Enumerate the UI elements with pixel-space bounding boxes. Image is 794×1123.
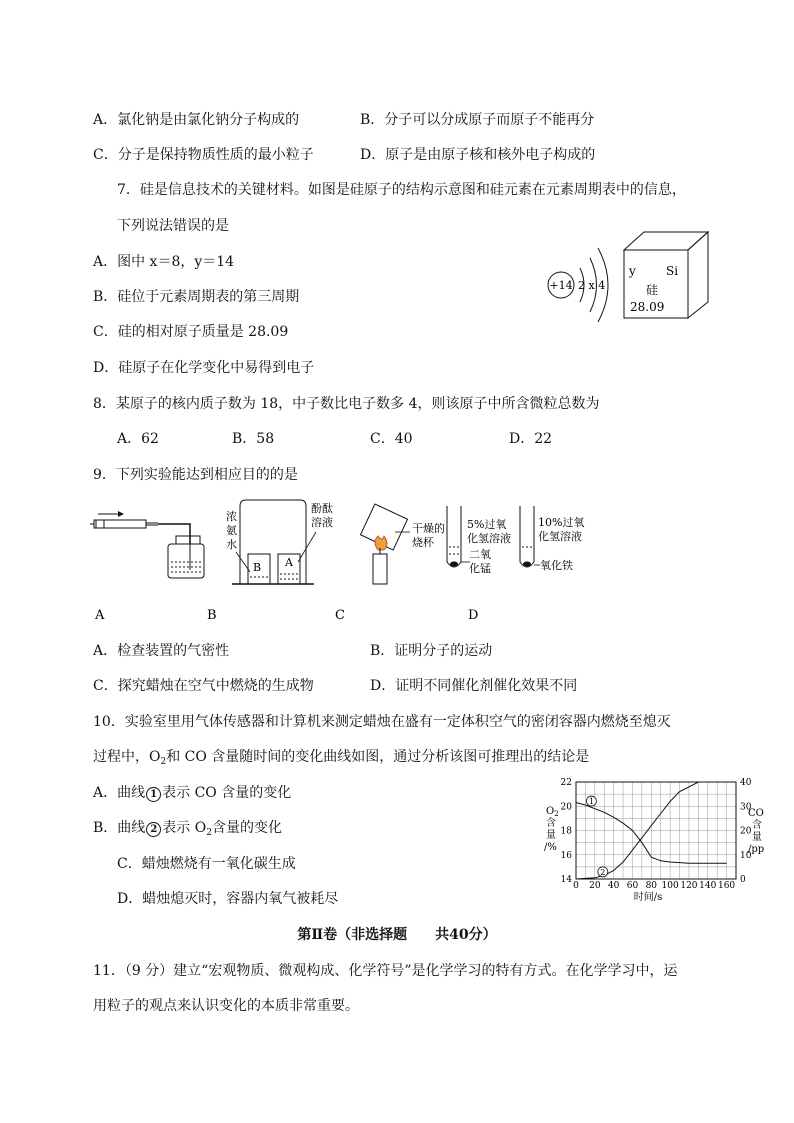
curve-1-marker: 1 (146, 787, 161, 802)
x-tick-label: 140 (699, 881, 717, 891)
element-symbol: Si (666, 264, 679, 278)
label-an: 氨 (226, 524, 237, 537)
atom-structure-diagram (548, 248, 608, 322)
q11-stem-cont: 用粒子的观点来认识变化的本质非常重要。 (93, 998, 359, 1014)
apparatus-d (447, 506, 584, 575)
fig-label-d: D (468, 608, 479, 623)
y-right-tick-label: 10 (740, 850, 752, 861)
apparatus-b (226, 500, 333, 584)
nucleus-charge: +14 (549, 279, 573, 292)
fig-label-b: B (207, 608, 217, 623)
q7-option-c: C．硅的相对原子质量是 28.09 (93, 324, 289, 340)
series-label-1: 1 (588, 797, 594, 807)
x-tick-label: 20 (589, 881, 601, 891)
q10-stem: 10．实验室里用气体传感器和计算机来测定蜡烛在盛有一定体积空气的密闭容器内燃烧至熄灭 (93, 714, 671, 730)
x-tick-label: 80 (645, 881, 658, 891)
fig-label-a: A (95, 608, 105, 623)
apparatus-a (90, 511, 204, 578)
y-left-tick-label: 14 (560, 875, 572, 885)
q6-option-c: C．分子是保持物质性质的最小粒子 (93, 147, 314, 163)
q10-stem-cont: 过程中，$O_2$和 CO 含量随时间的变化曲线如图，通过分析该图可推理出的结论是 (93, 749, 590, 767)
gas-content-chart (540, 776, 780, 904)
q9-option-a: A．检查装置的气密性 (93, 643, 230, 659)
y-left-label-o: $O_2$ (546, 806, 559, 818)
label-shui: 水 (226, 538, 237, 551)
label-h2o2-10-1: 10%过氧 (538, 516, 585, 529)
x-tick-label: 120 (680, 881, 698, 891)
y-left-label-4: /% (544, 842, 557, 853)
label-nong: 浓 (226, 510, 237, 523)
x-tick-label: 100 (661, 881, 679, 891)
q7-option-b: B．硅位于元素周期表的第三周期 (93, 289, 300, 305)
q8-option-d: D．22 (509, 431, 553, 447)
q10-option-d: D．蜡烛熄灭时，容器内氧气被耗尽 (117, 891, 339, 907)
y-left-axis-label (544, 806, 559, 853)
q6-option-d: D．原子是由原子核和核外电子构成的 (360, 147, 596, 163)
label-dry-1: 干燥的 (412, 522, 445, 535)
q6-option-b: B．分子可以分成原子而原子不能再分 (360, 112, 595, 128)
y-right-label-4: /pp (748, 844, 765, 855)
silicon-figure (540, 228, 720, 328)
q10-option-c: C．蜡烛燃烧有一氧化碳生成 (117, 856, 296, 872)
y-right-tick-label: 40 (740, 778, 752, 788)
x-tick-label: 0 (573, 881, 579, 891)
q6-option-a: A．氯化钠是由氯化钠分子构成的 (93, 112, 300, 128)
x-tick-label: 60 (626, 881, 639, 891)
q10-option-b: B．曲线 2 表示 $O_2$含量的变化 (93, 820, 282, 838)
q9-option-c: C．探究蜡烛在空气中燃烧的生成物 (93, 678, 314, 694)
label-h2o2-5-1: 5%过氧 (467, 518, 507, 531)
y-left-tick-label: 18 (560, 826, 572, 837)
q7-stem: 7．硅是信息技术的关键材料。如图是硅原子的结构示意图和硅元素在元素周期表中的信息， (117, 182, 686, 198)
part2-title: 第Ⅱ卷（非选择题 共40分） (297, 927, 497, 943)
q11-stem: 11．（9 分）建立“宏观物质、微观构成、化学符号”是化学学习的特有方式。在化学学习中，运 (93, 963, 678, 979)
series-label-2: 2 (600, 867, 606, 877)
y-right-label-3: 量 (752, 832, 762, 843)
q9-experiment-figure (90, 492, 650, 627)
y-left-tick-label: 22 (560, 778, 572, 788)
chart-grid (576, 782, 736, 879)
q8-option-a: A．62 (117, 431, 159, 447)
fig-label-c: C (335, 608, 345, 623)
label-mno2-1: 二氧 (469, 548, 491, 561)
beaker-a-label: A (285, 556, 293, 569)
label-fe2o3: 氧化铁 (540, 559, 573, 572)
y-left-label-3: 量 (546, 830, 556, 841)
x-tick-label: 160 (717, 881, 736, 891)
y-left-label-2: 含 (546, 818, 556, 829)
y-right-tick-label: 30 (740, 802, 752, 813)
x-axis-label: 时间/s (633, 892, 663, 903)
label-mno2-2: 化锰 (469, 562, 491, 575)
q8-option-c: C．40 (370, 431, 413, 447)
q8-option-b: B．58 (232, 431, 275, 447)
label-dry-2: 烧杯 (412, 536, 434, 549)
y-right-label-2: 含 (752, 820, 762, 831)
chart-ticks (561, 778, 752, 891)
q9-option-b: B．证明分子的运动 (370, 643, 493, 659)
y-right-label-1: CO (748, 808, 764, 819)
q7-option-a: A．图中 x＝8，y＝14 (93, 254, 235, 270)
y-right-tick-label: 0 (740, 875, 746, 885)
q9-stem: 9．下列实验能达到相应目的的是 (93, 467, 298, 483)
label-phenol-1: 酚酞 (311, 502, 333, 515)
label-h2o2-5-2: 化氢溶液 (467, 532, 511, 545)
y-left-tick-label: 16 (560, 850, 572, 861)
curve-2-marker: 2 (146, 822, 161, 837)
y-left-tick-label: 20 (560, 802, 572, 813)
q9-option-d: D．证明不同催化剂催化效果不同 (370, 678, 578, 694)
x-tick-label: 40 (607, 881, 620, 891)
atomic-mass: 28.09 (630, 300, 665, 314)
q10-option-a: A．曲线 1 表示 CO 含量的变化 (93, 785, 292, 801)
beaker-b-label: B (253, 561, 262, 574)
q7-stem-cont: 下列说法错误的是 (117, 218, 229, 234)
element-cell (624, 232, 708, 318)
apparatus-c (361, 504, 445, 584)
electron-shells: 2 x 4 (578, 279, 606, 292)
q7-option-d: D．硅原子在化学变化中易得到电子 (93, 360, 315, 376)
y-right-tick-label: 20 (740, 826, 752, 837)
label-phenol-2: 溶液 (311, 516, 333, 529)
atomic-number: y (629, 264, 636, 278)
element-name: 硅 (646, 283, 659, 297)
q8-stem: 8．某原子的核内质子数为 18，中子数比电子数多 4，则该原子中所含微粒总数为 (93, 396, 600, 412)
label-h2o2-10-2: 化氢溶液 (538, 530, 582, 543)
